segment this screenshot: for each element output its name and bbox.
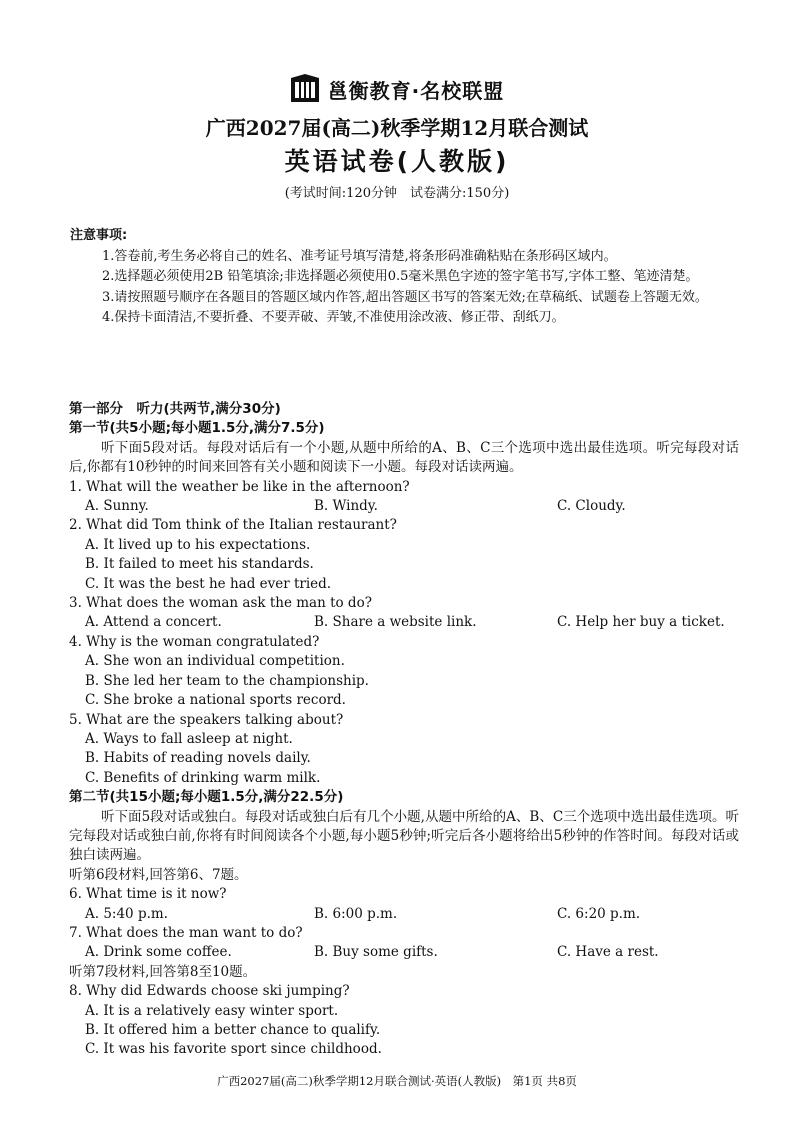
option-b: B. Windy. xyxy=(314,498,378,515)
material-6-label: 听第6段材料,回答第6、7题。 xyxy=(69,866,248,883)
note-item: 4.保持卡面清洁,不要折叠、不要弄破、弄皱,不准使用涂改液、修正带、刮纸刀。 xyxy=(102,310,565,325)
option-c: C. She broke a national sports record. xyxy=(85,692,346,709)
subject-title: 英语试卷(人教版) xyxy=(284,147,510,176)
part-title: 第一部分 听力(共两节,满分30分) xyxy=(69,401,281,417)
option-c: C. It was his favorite sport since childhood. xyxy=(85,1041,382,1058)
option-a: A. She won an individual competition. xyxy=(85,653,345,670)
options-row xyxy=(69,497,739,516)
option-c: C. Have a rest. xyxy=(557,944,659,961)
section2-title: 第二节(共15小题;每小题1.5分,满分22.5分) xyxy=(69,789,344,806)
question-4: 4. Why is the woman congratulated? xyxy=(69,633,320,650)
option-a: A. Sunny. xyxy=(85,498,149,515)
option-b: B. She led her team to the championship. xyxy=(85,672,369,689)
section2-instructions: 听下面5段对话或独白。每段对话或独白后有几个小题,从题中所给的A、B、C三个选项中选出最佳选项。听完每段对话或独白前,你将有时间阅读各个小题,每小题5秒钟;听完后各小题将给出5秒钟的作答时间。每段对话或独白读两遍。 xyxy=(69,808,739,864)
question-8: 8. Why did Edwards choose ski jumping? xyxy=(69,983,350,1000)
option-b: B. Share a website link. xyxy=(314,614,477,631)
exam-title: 广西2027届(高二)秋季学期12月联合测试 xyxy=(205,116,589,140)
option-c: C. Help her buy a ticket. xyxy=(557,614,725,631)
question-1: 1. What will the weather be like in the afternoon? xyxy=(69,478,410,495)
option-c: C. 6:20 p.m. xyxy=(557,905,641,922)
question-5: 5. What are the speakers talking about? xyxy=(69,711,344,728)
school-logo-icon xyxy=(290,74,320,104)
note-item: 2.选择题必须使用2B 铅笔填涂;非选择题必须使用0.5毫米黑色字迹的签字笔书写,字体工整、笔迹清楚。 xyxy=(102,269,699,284)
section1-instructions: 听下面5段对话。每段对话后有一个小题,从题中所给的A、B、C三个选项中选出最佳选项。听完每段对话后,你都有10秒钟的时间来回答有关小题和阅读下一小题。每段对话读两遍。 xyxy=(69,439,739,476)
options-row xyxy=(69,943,739,962)
option-a: A. Attend a concert. xyxy=(85,614,222,631)
option-b: B. It offered him a better chance to qualify. xyxy=(85,1022,381,1038)
note-item: 3.请按照题号顺序在各题目的答题区域内作答,超出答题区书写的答案无效;在草稿纸、试题卷上答题无效。 xyxy=(102,289,708,305)
option-c: C. Cloudy. xyxy=(557,498,626,515)
question-3: 3. What does the woman ask the man to do? xyxy=(69,595,372,612)
question-7: 7. What does the man want to do? xyxy=(69,924,303,941)
option-c: C. It was the best he had ever tried. xyxy=(85,575,332,592)
notes-title: 注意事项: xyxy=(70,228,128,243)
material-7-label: 听第7段材料,回答第8至10题。 xyxy=(69,963,257,980)
page-footer: 广西2027届(高二)秋季学期12月联合测试·英语(人教版) 第1页 共8页 xyxy=(217,1074,577,1088)
option-a: A. 5:40 p.m. xyxy=(85,905,168,922)
option-a: A. Ways to fall asleep at night. xyxy=(85,730,293,747)
exam-meta: (考试时间:120分钟 试卷满分:150分) xyxy=(284,186,510,201)
brand-header xyxy=(0,74,794,108)
option-b: B. Buy some gifts. xyxy=(314,944,438,961)
notes-section xyxy=(70,226,732,329)
option-a: A. It lived up to his expectations. xyxy=(85,536,311,553)
question-2: 2. What did Tom think of the Italian restaurant? xyxy=(69,517,397,534)
option-a: A. It is a relatively easy winter sport. xyxy=(85,1002,339,1019)
section1-title: 第一节(共5小题;每小题1.5分,满分7.5分) xyxy=(69,420,325,437)
option-b: B. 6:00 p.m. xyxy=(314,905,398,922)
note-item: 1.答卷前,考生务必将自己的姓名、准考证号填写清楚,将条形码准确粘贴在条形码区域内。 xyxy=(102,248,617,264)
listening-part xyxy=(69,400,739,1060)
brand-name: 邕衡教育·名校联盟 xyxy=(327,78,505,103)
option-c: C. Benefits of drinking warm milk. xyxy=(85,769,321,786)
option-b: B. It failed to meet his standards. xyxy=(85,556,314,573)
option-a: A. Drink some coffee. xyxy=(85,944,232,961)
option-b: B. Habits of reading novels daily. xyxy=(85,750,311,767)
options-row xyxy=(69,613,739,632)
options-row xyxy=(69,905,739,924)
question-6: 6. What time is it now? xyxy=(69,886,227,903)
